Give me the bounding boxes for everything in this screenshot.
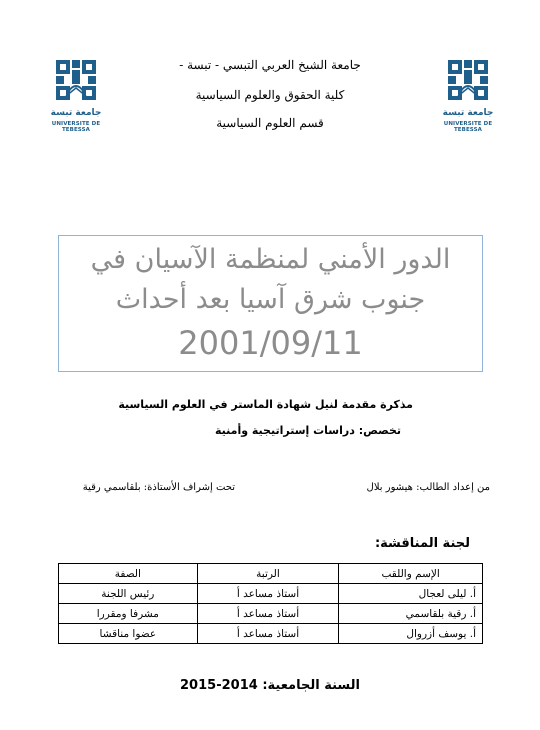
university-name: جامعة الشيخ العربي التبسي - تبسة - [179, 58, 361, 72]
member-name: أ. رقية بلقاسمي [339, 604, 483, 624]
logo-arabic-name: جامعة تبسة [442, 108, 494, 118]
committee-heading: لجنة المناقشة: [374, 536, 470, 551]
supervised-by: تحت إشراف الأستاذة: بلقاسمي رقية [82, 482, 235, 493]
column-header-role: الصفة [59, 564, 198, 584]
memo-specialty: تخصص: دراسات إستراتيجية وأمنية [214, 424, 401, 437]
thesis-title-date: 2001/09/11 [178, 324, 363, 362]
university-emblem-icon [54, 58, 98, 102]
thesis-title-box [58, 235, 483, 372]
logo-arabic-name: جامعة تبسة [50, 108, 102, 118]
table-row [59, 584, 483, 604]
academic-year: السنة الجامعية: 2014-2015 [180, 678, 360, 693]
member-role: عضوا مناقشا [59, 624, 198, 644]
member-rank: أستاذ مساعد أ [197, 624, 339, 644]
table-row [59, 604, 483, 624]
committee-table [58, 563, 483, 644]
column-header-rank: الرتبة [197, 564, 339, 584]
thesis-title-line1: الدور الأمني لمنظمة الآسيان في [90, 244, 451, 275]
member-rank: أستاذ مساعد أ [197, 604, 339, 624]
member-role: مشرفا ومقررا [59, 604, 198, 624]
prepared-by: من إعداد الطالب: هيشور بلال [366, 482, 490, 493]
committee-header-row [59, 564, 483, 584]
table-row [59, 624, 483, 644]
memo-purpose: مذكرة مقدمة لنيل شهادة الماستر في العلوم السياسية [118, 398, 413, 411]
university-logo-right [432, 58, 504, 133]
university-logo-left [40, 58, 112, 133]
logo-latin-name: UNIVERSITE DE TEBESSA [443, 121, 493, 133]
thesis-title-line2: جنوب شرق آسيا بعد أحداث [115, 284, 426, 315]
member-role: رئيس اللجنة [59, 584, 198, 604]
logo-latin-name: UNIVERSITE DE TEBESSA [51, 121, 101, 133]
member-name: أ. يوسف أزروال [339, 624, 483, 644]
university-emblem-icon [446, 58, 490, 102]
member-name: أ. ليلى لعجال [339, 584, 483, 604]
member-rank: أستاذ مساعد أ [197, 584, 339, 604]
department-name: قسم العلوم السياسية [216, 116, 324, 130]
column-header-name: الإسم واللقب [339, 564, 483, 584]
faculty-name: كلية الحقوق والعلوم السياسية [195, 88, 345, 102]
